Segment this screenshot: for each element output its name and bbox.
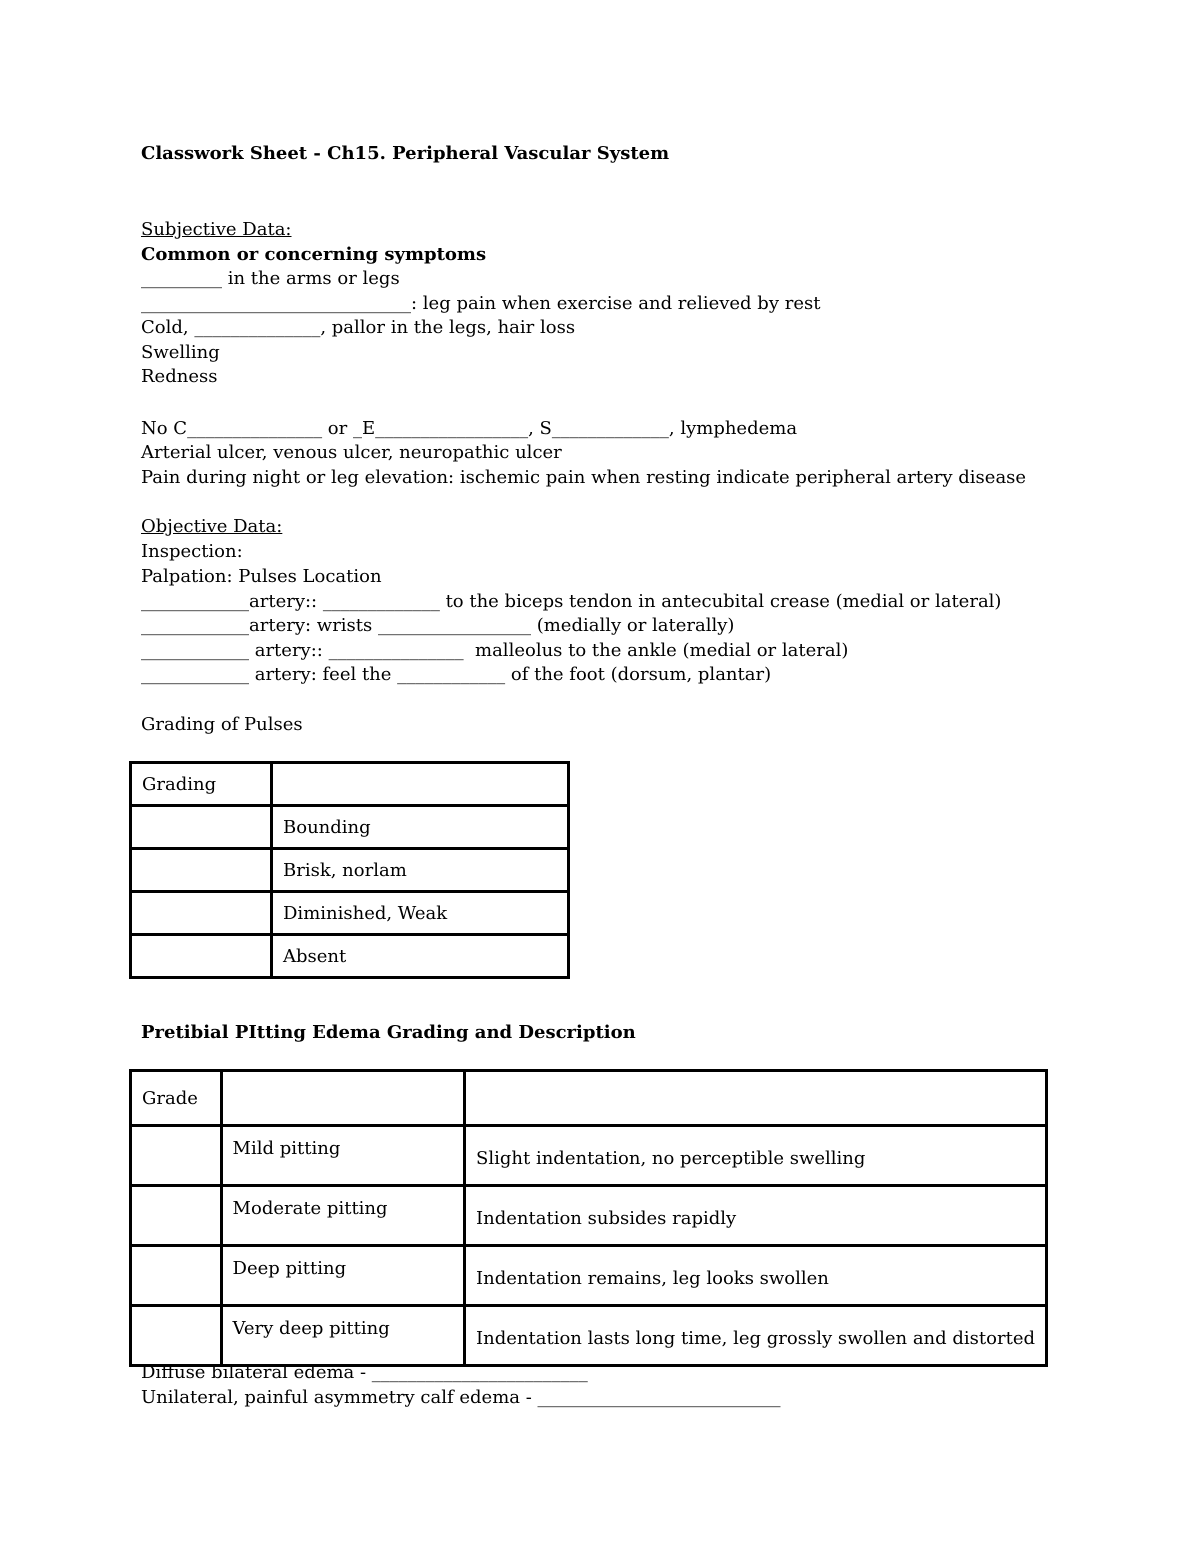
table-header-cell: Grading (131, 763, 272, 806)
grade-cell (131, 1306, 222, 1366)
table-header-cell (465, 1071, 1047, 1126)
description-cell: Slight indentation, no perceptible swelling (465, 1126, 1047, 1186)
table-row (131, 1246, 1047, 1306)
description-cell: Bounding (272, 806, 569, 849)
grade-cell (131, 849, 272, 892)
table-row (131, 935, 569, 978)
description-cell: Indentation subsides rapidly (465, 1186, 1047, 1246)
objective-line: Inspection: (141, 541, 243, 562)
table-row (131, 1186, 1047, 1246)
symptom-line: Cold, ______________, pallor in the legs, hair loss (141, 317, 576, 338)
edema-heading: Pretibial PItting Edema Grading and Description (141, 1022, 636, 1043)
description-cell: Brisk, norlam (272, 849, 569, 892)
table-row (131, 1306, 1047, 1366)
table-row (131, 1126, 1047, 1186)
pulses-heading: Grading of Pulses (141, 714, 303, 735)
grade-cell (131, 935, 272, 978)
description-cell: Absent (272, 935, 569, 978)
symptom-line: ______________________________: leg pain when exercise and relieved by rest (141, 293, 821, 314)
pitting-cell: Moderate pitting (221, 1186, 465, 1246)
symptom-line: No C_______________ or _E_________________, S_____________, lymphedema (141, 418, 798, 439)
objective-line: ____________ artery:: _______________ malleolus to the ankle (medial or lateral) (141, 640, 849, 661)
symptom-line: Redness (141, 366, 218, 387)
objective-line: ____________artery: wrists _________________ (medially or laterally) (141, 615, 735, 636)
pitting-cell: Mild pitting (221, 1126, 465, 1186)
description-cell: Indentation remains, leg looks swollen (465, 1246, 1047, 1306)
grade-cell (131, 1186, 222, 1246)
grade-cell (131, 806, 272, 849)
symptom-line: Swelling (141, 342, 220, 363)
table-row (131, 806, 569, 849)
page-title: Classwork Sheet - Ch15. Peripheral Vascular System (141, 143, 670, 164)
objective-heading: Objective Data: (141, 516, 283, 537)
pulses-grading-table (129, 761, 570, 979)
table-header-cell (221, 1071, 465, 1126)
table-header-row (131, 763, 569, 806)
grade-cell (131, 892, 272, 935)
table-row (131, 849, 569, 892)
description-cell: Indentation lasts long time, leg grossly swollen and distorted (465, 1306, 1047, 1366)
objective-line: Palpation: Pulses Location (141, 566, 382, 587)
table-row (131, 892, 569, 935)
objective-line: ____________ artery: feel the ____________ of the foot (dorsum, plantar) (141, 664, 772, 685)
pitting-cell: Deep pitting (221, 1246, 465, 1306)
footer-line: Diffuse bilateral edema - ________________________ (141, 1362, 588, 1383)
symptom-line: _________ in the arms or legs (141, 268, 400, 289)
table-header-cell: Grade (131, 1071, 222, 1126)
grade-cell (131, 1246, 222, 1306)
symptom-line: Pain during night or leg elevation: ischemic pain when resting indicate peripheral artery disease (141, 467, 1027, 488)
edema-grading-table (129, 1069, 1048, 1367)
symptom-line: Arterial ulcer, venous ulcer, neuropathic ulcer (141, 442, 562, 463)
grade-cell (131, 1126, 222, 1186)
pitting-cell: Very deep pitting (221, 1306, 465, 1366)
subjective-heading: Subjective Data: (141, 219, 292, 240)
footer-line: Unilateral, painful asymmetry calf edema - ___________________________ (141, 1387, 781, 1408)
table-header-row (131, 1071, 1047, 1126)
description-cell: Diminished, Weak (272, 892, 569, 935)
objective-line: ____________artery:: _____________ to the biceps tendon in antecubital crease (medial or lateral) (141, 591, 1002, 612)
symptoms-subheading: Common or concerning symptoms (141, 244, 487, 265)
table-header-cell (272, 763, 569, 806)
